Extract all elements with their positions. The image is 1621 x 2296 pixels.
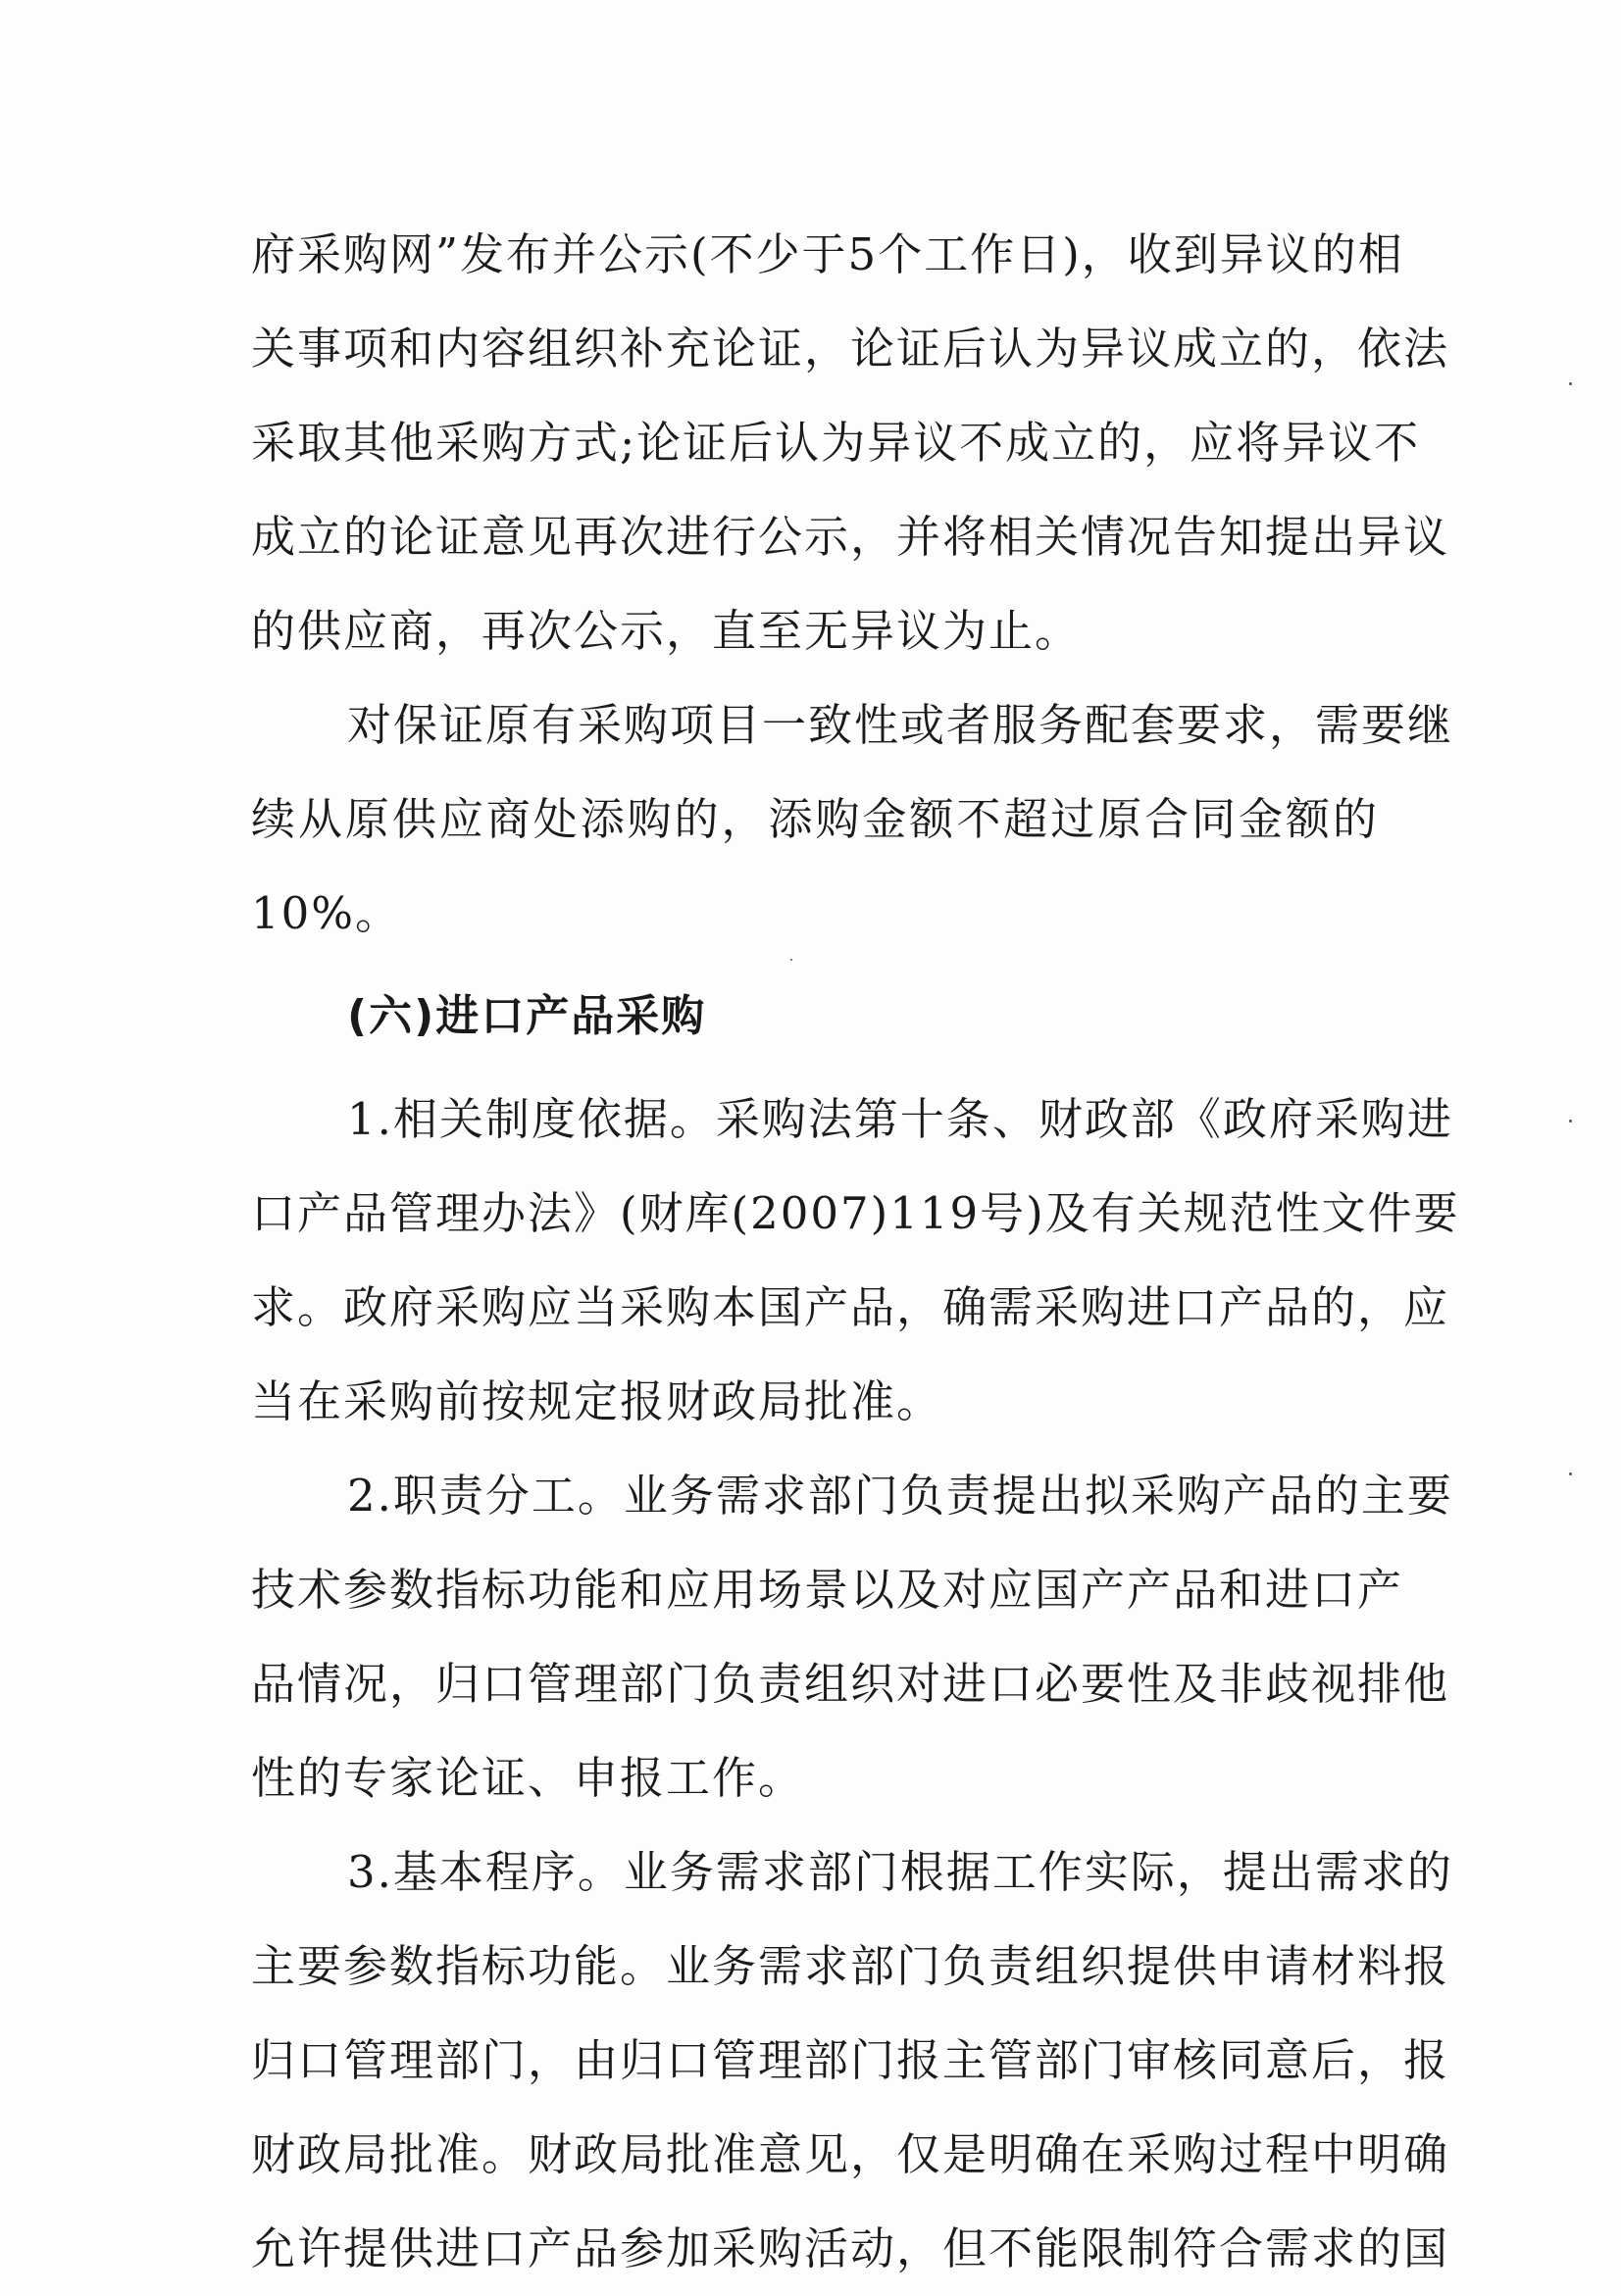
text-line: 技术参数指标功能和应用场景以及对应国产产品和进口产	[251, 1564, 1404, 1616]
body-text	[251, 208, 1460, 2296]
text-line: 续从原供应商处添购的，添购金额不超过原合同金额的	[251, 793, 1379, 845]
text-line: 性的专家论证、申报工作。	[251, 1752, 805, 1804]
scan-speck	[1569, 1120, 1572, 1123]
text-line: 2.职责分工。业务需求部门负责提出拟采购产品的主要	[347, 1470, 1453, 1522]
text-line: 10%。	[251, 887, 402, 939]
text-line: 品情况，归口管理部门负责组织对进口必要性及非歧视排他	[251, 1658, 1450, 1710]
text-line: 主要参数指标功能。业务需求部门负责组织提供申请材料报	[251, 1940, 1450, 1992]
text-line: 口产品管理办法》(财库(2007)119号)及有关规范性文件要	[251, 1187, 1460, 1239]
text-line: 府采购网”发布并公示(不少于5个工作日)，收到异议的相	[251, 228, 1404, 280]
text-line: 1.相关制度依据。采购法第十条、财政部《政府采购进	[347, 1093, 1453, 1145]
scan-speck	[1569, 382, 1572, 385]
text-line: 对保证原有采购项目一致性或者服务配套要求，需要继	[347, 699, 1454, 751]
scan-speck	[1569, 1472, 1572, 1475]
text-line: 采取其他采购方式;论证后认为异议不成立的，应将异议不	[251, 417, 1421, 469]
text-line: 的供应商，再次公示，直至无异议为止。	[251, 605, 1082, 657]
text-line: 当在采购前按规定报财政局批准。	[251, 1375, 943, 1427]
text-line: 允许提供进口产品参加采购活动，但不能限制符合需求的国	[251, 2222, 1450, 2274]
text-line: 归口管理部门，由归口管理部门报主管部门审核同意后，报	[251, 2034, 1450, 2086]
text-line: 成立的论证意见再次进行公示，并将相关情况告知提出异议	[251, 511, 1450, 563]
text-line: 3.基本程序。业务需求部门根据工作实际，提出需求的	[347, 1846, 1453, 1898]
scan-speck	[790, 959, 792, 961]
section-heading: (六)进口产品采购	[347, 991, 707, 1041]
text-line: 财政局批准。财政局批准意见，仅是明确在采购过程中明确	[251, 2128, 1450, 2180]
text-line: 关事项和内容组织补充论证，论证后认为异议成立的，依法	[251, 323, 1450, 374]
text-line: 求。政府采购应当采购本国产品，确需采购进口产品的，应	[251, 1281, 1450, 1333]
